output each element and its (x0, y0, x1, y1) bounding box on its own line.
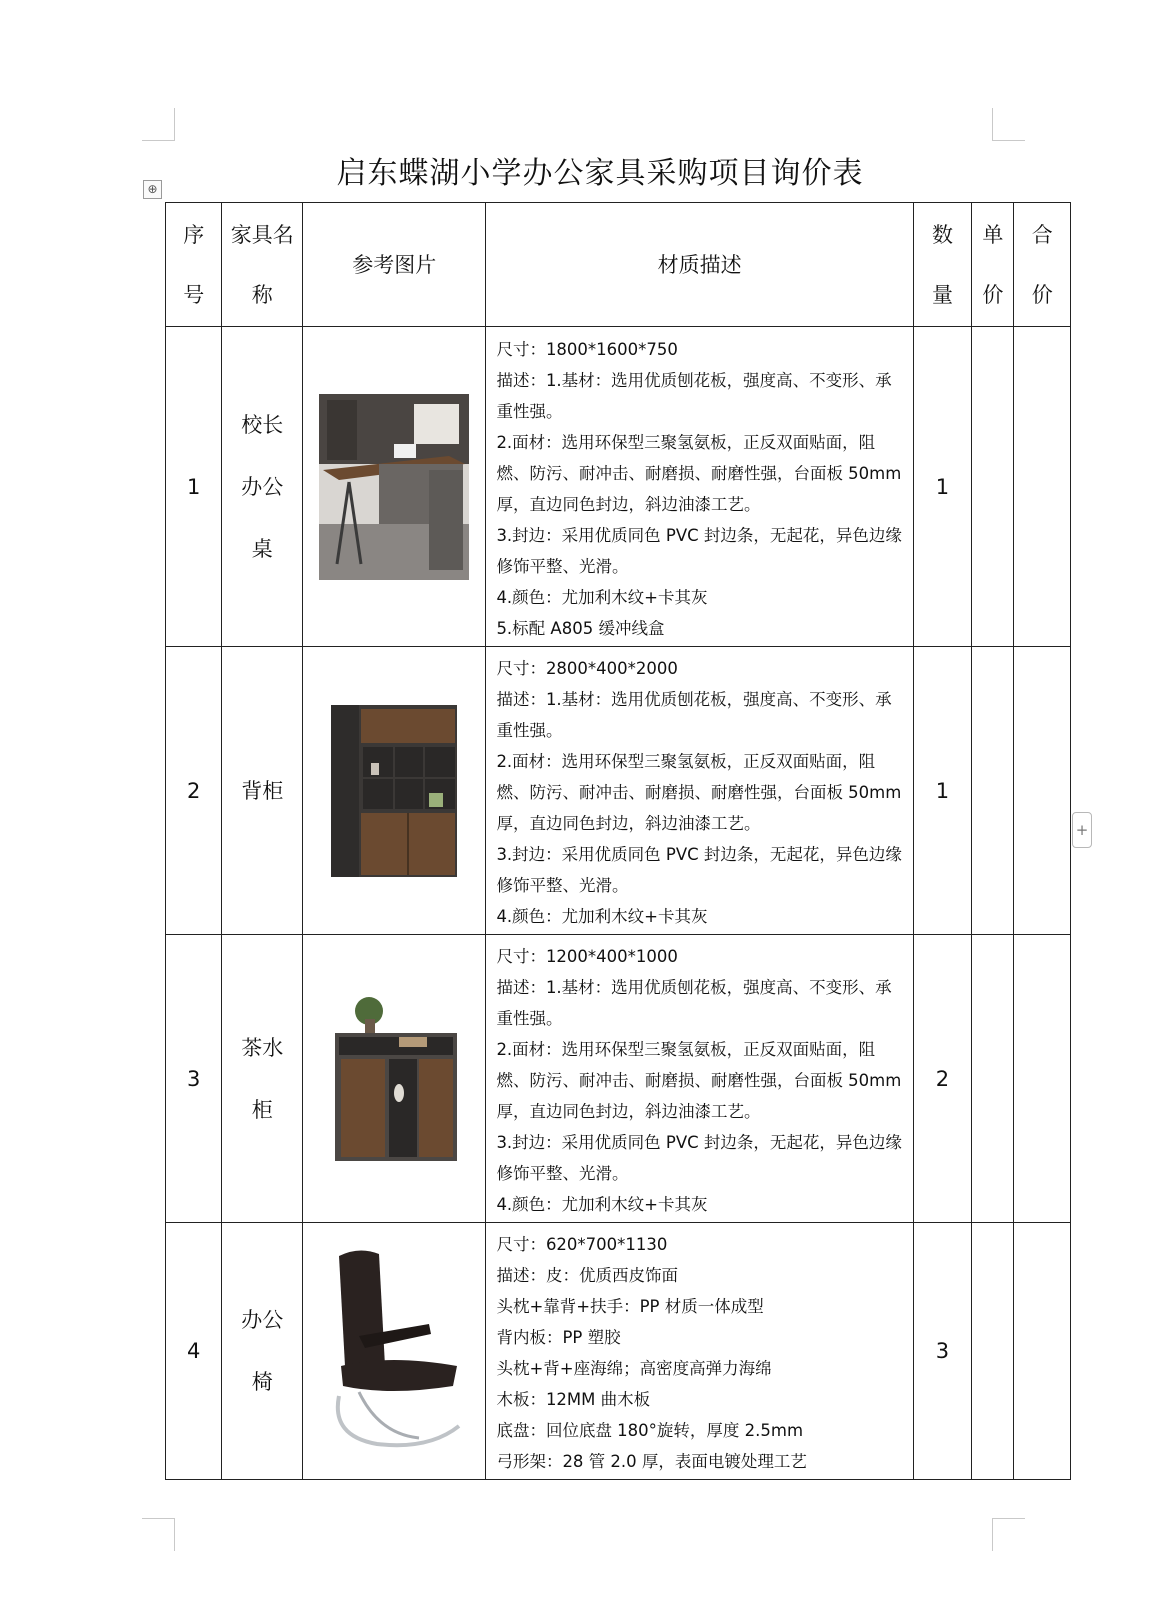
description-line: 头枕+靠背+扶手：PP 材质一体成型 (496, 1297, 764, 1316)
description-line: 5.标配 A805 缓冲线盒 (496, 618, 665, 638)
description-line: 描述：1.基材：选用优质刨花板，强度高、不变形、承重性强。 (496, 978, 892, 1028)
office-chair-photo-icon (319, 1246, 469, 1456)
header-image: 参考图片 (303, 203, 486, 327)
description-line: 2.面材：选用环保型三聚氢氨板，正反双面贴面，阻燃、防污、耐冲击、耐磨损、耐磨性强，台面板 50mm 厚，直边同色封边，斜边油漆工艺。 (496, 1040, 902, 1121)
row-name: 校长办公桌 (222, 327, 303, 647)
table-move-handle-icon[interactable]: ⊕ (143, 180, 162, 199)
description-line: 3.封边：采用优质同色 PVC 封边条，无起花，异色边缘修饰平整、光滑。 (496, 1133, 902, 1183)
row-image (303, 647, 486, 935)
tea-cabinet-photo-icon (319, 993, 469, 1165)
page-title: 启东蝶湖小学办公家具采购项目询价表 (336, 156, 864, 191)
office-desk-photo-icon (319, 394, 469, 580)
description-line: 2.面材：选用环保型三聚氢氨板，正反双面贴面，阻燃、防污、耐冲击、耐磨损、耐磨性强，台面板 50mm 厚，直边同色封边，斜边油漆工艺。 (496, 432, 902, 514)
row-qty: 3 (913, 1223, 971, 1480)
back-cabinet-photo-icon (331, 705, 457, 877)
row-total-price[interactable] (1014, 647, 1071, 935)
description-line: 描述：皮：优质西皮饰面 (496, 1266, 678, 1285)
row-name: 办公椅 (222, 1223, 303, 1480)
header-index: 序号 (166, 203, 222, 327)
description-line: 2.面材：选用环保型三聚氢氨板，正反双面贴面，阻燃、防污、耐冲击、耐磨损、耐磨性强，台面板 50mm 厚，直边同色封边，斜边油漆工艺。 (496, 752, 902, 833)
row-image (303, 327, 486, 647)
row-total-price[interactable] (1014, 1223, 1071, 1480)
crop-mark-top-right (992, 108, 1025, 141)
header-material: 材质描述 (486, 203, 913, 327)
crop-mark-top-left (142, 108, 175, 141)
row-name: 背柜 (222, 647, 303, 935)
header-name: 家具名称 (222, 203, 303, 327)
description-line: 尺寸：1800*1600*750 (496, 339, 678, 359)
row-image (303, 1223, 486, 1480)
table-row (166, 1223, 1071, 1480)
row-qty: 1 (913, 647, 971, 935)
description-line: 4.颜色：尤加利木纹+卡其灰 (496, 587, 708, 607)
description-line: 描述：1.基材：选用优质刨花板，强度高、不变形、承重性强。 (496, 370, 892, 421)
row-unit-price[interactable] (972, 1223, 1014, 1480)
crop-mark-bottom-left (142, 1518, 175, 1551)
row-index: 3 (166, 935, 222, 1223)
row-description (486, 327, 913, 647)
crop-mark-bottom-right (992, 1518, 1025, 1551)
row-total-price[interactable] (1014, 327, 1071, 647)
description-line: 尺寸：2800*400*2000 (496, 659, 678, 678)
description-line: 3.封边：采用优质同色 PVC 封边条，无起花，异色边缘修饰平整、光滑。 (496, 525, 902, 576)
description-line: 描述：1.基材：选用优质刨花板，强度高、不变形、承重性强。 (496, 690, 892, 740)
row-name: 茶水柜 (222, 935, 303, 1223)
row-unit-price[interactable] (972, 935, 1014, 1223)
description-line: 背内板：PP 塑胶 (496, 1328, 621, 1347)
header-total-price: 合价 (1014, 203, 1071, 327)
row-index: 4 (166, 1223, 222, 1480)
description-line: 木板：12MM 曲木板 (496, 1390, 651, 1409)
row-qty: 1 (913, 327, 971, 647)
row-description (486, 647, 913, 935)
description-line: 尺寸：620*700*1130 (496, 1235, 668, 1254)
inquiry-table (165, 202, 1071, 1480)
row-index: 1 (166, 327, 222, 647)
table-row (166, 327, 1071, 647)
row-description (486, 935, 913, 1223)
row-unit-price[interactable] (972, 327, 1014, 647)
row-index: 2 (166, 647, 222, 935)
row-description (486, 1223, 913, 1480)
table-add-column-icon[interactable]: + (1072, 812, 1092, 848)
table-row (166, 935, 1071, 1223)
header-qty: 数量 (913, 203, 971, 327)
row-unit-price[interactable] (972, 647, 1014, 935)
description-line: 尺寸：1200*400*1000 (496, 947, 678, 966)
row-image (303, 935, 486, 1223)
description-line: 4.颜色：尤加利木纹+卡其灰 (496, 1195, 708, 1214)
description-line: 头枕+背+座海绵；高密度高弹力海绵 (496, 1359, 772, 1378)
description-line: 弓形架：28 管 2.0 厚，表面电镀处理工艺 (496, 1452, 807, 1471)
table-header-row (166, 203, 1071, 327)
description-line: 3.封边：采用优质同色 PVC 封边条，无起花，异色边缘修饰平整、光滑。 (496, 845, 902, 895)
description-line: 4.颜色：尤加利木纹+卡其灰 (496, 907, 708, 926)
row-qty: 2 (913, 935, 971, 1223)
row-total-price[interactable] (1014, 935, 1071, 1223)
description-line: 底盘：回位底盘 180°旋转，厚度 2.5mm (496, 1421, 804, 1440)
table-row (166, 647, 1071, 935)
header-unit-price: 单价 (972, 203, 1014, 327)
